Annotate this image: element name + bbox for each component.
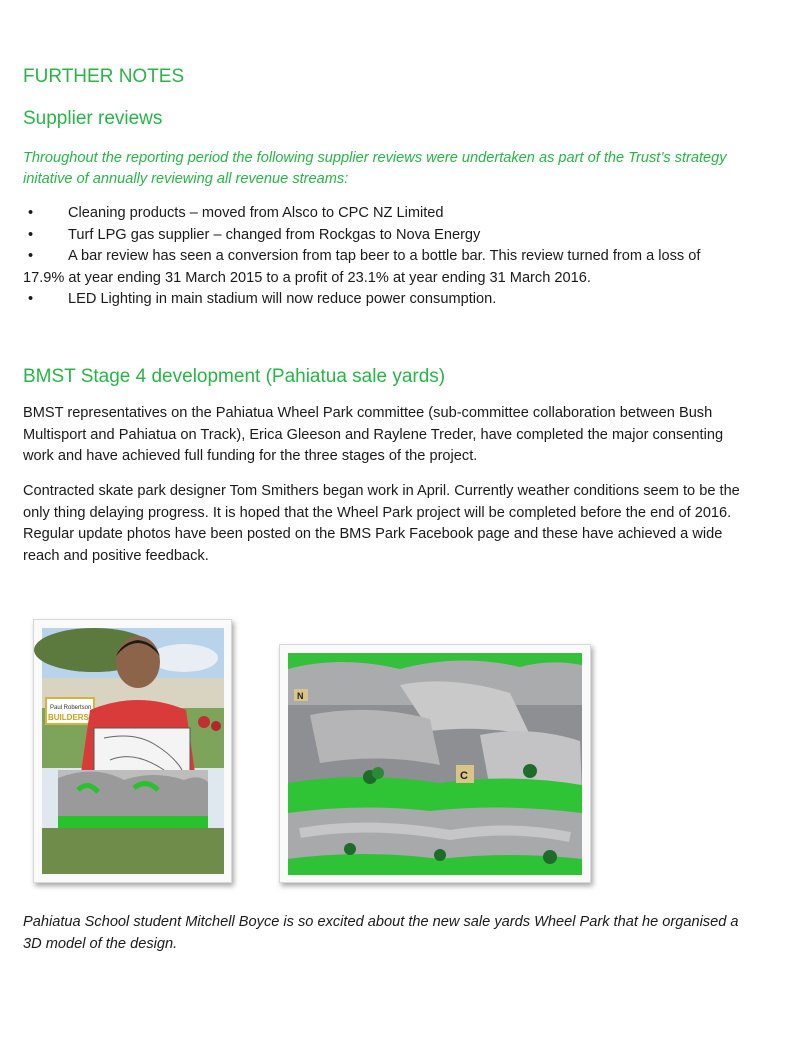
photo-caption: Pahiatua School student Mitchell Boyce is so excited about the new sale yards Wheel Park that he organised a 3D model of the design. <box>23 914 739 952</box>
list-item-text: Cleaning products – moved from Alsco to CPC NZ Limited <box>68 205 444 221</box>
heading-bmst-stage4: BMST Stage 4 development (Pahiatua sale yards) <box>23 366 446 387</box>
banner-line-2: BUILDERS <box>48 713 89 722</box>
student-photo-illustration <box>34 620 231 882</box>
supplier-list <box>23 203 743 311</box>
heading-further-notes: FURTHER NOTES <box>23 66 185 87</box>
bullet-glyph: • <box>28 205 34 221</box>
banner-line-1: Paul Robertson <box>50 705 92 711</box>
photo-student-with-model <box>33 619 232 883</box>
model-sign-n: N <box>297 691 304 701</box>
list-item-text: A bar review has seen a conversion from tap beer to a bottle bar. This review turned from a loss of 17.9% at year ending 31 March 2015 to a profit of 23.1% at year ending 31 March 2016. <box>23 248 701 286</box>
bullet-glyph: • <box>28 291 34 307</box>
bmst-paragraph-1: BMST representatives on the Pahiatua Wheel Park committee (sub-committee collaboration between Bush Multisport and Pahiatua on Track), Erica Gleeson and Raylene Treder, have completed the major consenting work and have achieved full funding for the three stages of the project. <box>23 405 724 464</box>
list-item <box>23 289 743 311</box>
model-sign-c: C <box>460 770 468 782</box>
supplier-intro: Throughout the reporting period the following supplier reviews were undertaken as part of the Trust’s strategy initative of annually reviewing all revenue streams: <box>23 150 727 187</box>
list-item-text: Turf LPG gas supplier – changed from Rockgas to Nova Energy <box>68 226 481 243</box>
photo-3d-model-closeup <box>279 644 591 883</box>
heading-supplier-reviews: Supplier reviews <box>23 108 163 129</box>
bmst-paragraph-2: Contracted skate park designer Tom Smithers began work in April. Currently weather conditions seem to be the only thing delaying progress. It is hoped that the Wheel Park project will be completed before the end of 2016. Regular update photos have been posted on the BMS Park Facebook page and these have achieved a wide reach and positive feedback. <box>23 483 740 564</box>
bullet-glyph: • <box>28 226 34 243</box>
list-item <box>23 246 743 289</box>
list-item <box>23 203 743 225</box>
list-item <box>23 225 743 247</box>
bullet-glyph: • <box>28 248 34 264</box>
list-item-text: LED Lighting in main stadium will now reduce power consumption. <box>68 291 497 307</box>
model-photo-illustration <box>280 645 590 882</box>
